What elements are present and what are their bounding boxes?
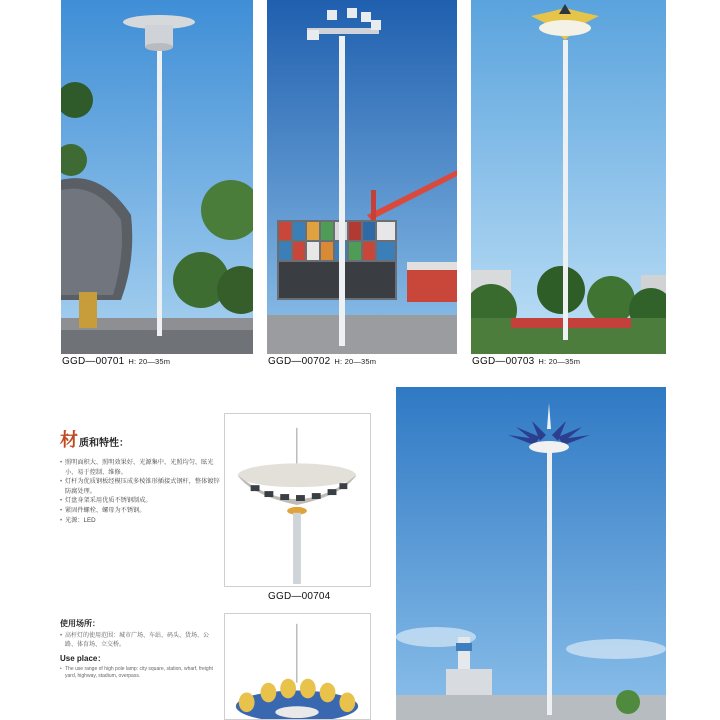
- usage-text: • 高杆灯的使用范围：城市广场、车站、码头、货场、公路、体育场、立交桥。: [60, 632, 220, 650]
- product-code: GGD—00702: [268, 356, 331, 367]
- product-photo-00703: [471, 0, 666, 354]
- product-height: H: 20—35m: [128, 357, 171, 366]
- product-height: H: 20—35m: [538, 357, 581, 366]
- product-photo-00702: [267, 0, 457, 354]
- usage-text-en: • The use range of high pole lamp: city square, station, wharf, freight yard, highway, stadium, overpass.: [60, 666, 220, 680]
- features-heading-initial: 材: [60, 430, 78, 451]
- usage-heading-en: Use place：: [60, 654, 106, 663]
- product-caption-00703: [472, 356, 580, 367]
- product-photo-00701: [61, 0, 253, 354]
- product-code: GGD—00703: [472, 356, 535, 367]
- list-item: • 光源：LED: [60, 516, 220, 526]
- product-code: GGD—00701: [62, 356, 125, 367]
- features-heading: [60, 426, 220, 452]
- list-item: • 紧固件螺栓、螺母为不锈钢。: [60, 506, 220, 516]
- features-heading-rest: 质和特性：: [79, 438, 129, 449]
- features-list: [60, 458, 220, 525]
- product-photo-large: [396, 387, 666, 720]
- product-height: H: 20—35m: [334, 357, 377, 366]
- list-item: • 照明面积大、照明效果好、光源集中、光照均匀、眩光小、易于控制、维修。: [60, 458, 220, 477]
- product-caption-00704: [268, 591, 330, 602]
- materials-features-section: [60, 426, 220, 525]
- product-caption-00702: [268, 356, 376, 367]
- usage-section: [60, 618, 220, 680]
- product-photo-00704: [224, 413, 371, 587]
- product-caption-00701: [62, 356, 170, 367]
- product-photo-partial: [224, 613, 371, 720]
- usage-heading: 使用场所：: [60, 619, 100, 628]
- product-code: GGD—00704: [268, 591, 331, 602]
- list-item: • 灯杆为优质钢板经模压成多棱锥形插接式钢杆，整体镀锌防腐处理。: [60, 477, 220, 496]
- list-item: • 灯盘身架采用优质不锈钢制成。: [60, 496, 220, 506]
